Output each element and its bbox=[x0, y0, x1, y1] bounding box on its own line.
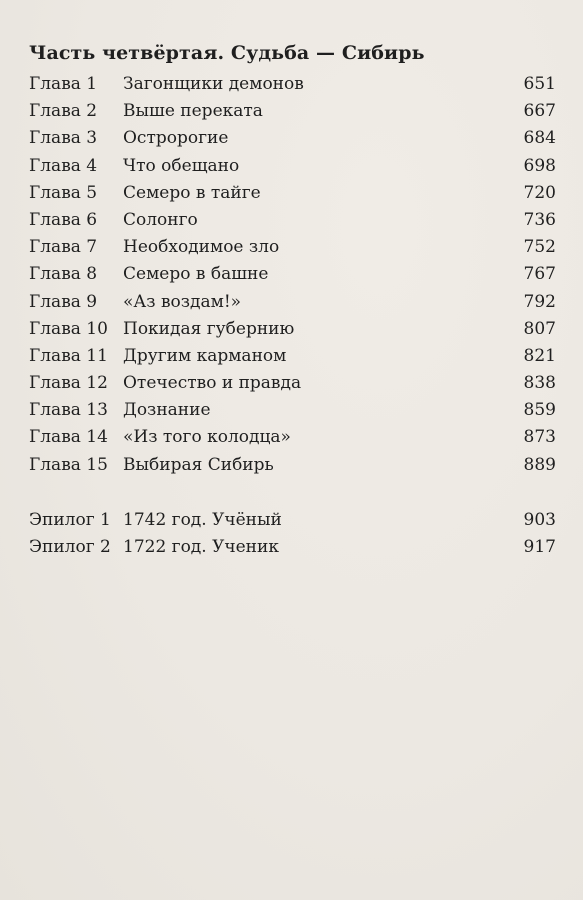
toc-row bbox=[29, 424, 556, 451]
chapter-label: Глава 1 bbox=[29, 74, 98, 94]
chapter-title: Необходимое зло bbox=[123, 237, 280, 258]
page-number: 684 bbox=[523, 128, 556, 149]
chapter-title: «Аз воздам!» bbox=[123, 291, 242, 312]
chapter-label: Глава 13 bbox=[29, 400, 108, 421]
chapter-label: Глава 9 bbox=[29, 291, 98, 312]
chapter-label: Глава 3 bbox=[29, 128, 98, 149]
chapter-title: Выбирая Сибирь bbox=[123, 454, 274, 475]
chapter-title: Покидая губернию bbox=[123, 318, 295, 339]
chapter-label: Глава 7 bbox=[29, 237, 98, 258]
chapter-label: Глава 8 bbox=[29, 264, 98, 285]
chapter-label: Глава 11 bbox=[29, 345, 108, 366]
chapter-title: Семеро в тайге bbox=[123, 182, 261, 203]
page-number: 698 bbox=[523, 155, 556, 176]
chapter-label: Глава 12 bbox=[29, 373, 108, 394]
toc-row bbox=[29, 316, 556, 343]
chapter-title: Отечество и правда bbox=[123, 373, 302, 394]
toc-row bbox=[29, 207, 556, 234]
chapter-title: Выше переката bbox=[123, 101, 263, 122]
chapter-label: Глава 4 bbox=[29, 155, 98, 176]
page-number: 838 bbox=[523, 373, 556, 394]
toc-row bbox=[29, 153, 556, 180]
page-number: 651 bbox=[523, 74, 556, 94]
chapter-title: Что обещано bbox=[123, 155, 240, 176]
page-number: 859 bbox=[523, 400, 556, 421]
chapter-label: Глава 5 bbox=[29, 182, 98, 203]
toc-row bbox=[29, 452, 556, 479]
page-number: 667 bbox=[523, 101, 556, 122]
page-number: 903 bbox=[523, 509, 556, 530]
toc-row bbox=[29, 261, 556, 288]
page-number: 736 bbox=[523, 209, 556, 230]
toc-row bbox=[29, 125, 556, 152]
toc-row bbox=[29, 71, 556, 98]
toc-row bbox=[29, 180, 556, 207]
epilogue-label: Эпилог 1 bbox=[29, 509, 111, 530]
chapter-title: Дознание bbox=[123, 400, 211, 421]
chapter-label: Глава 2 bbox=[29, 101, 98, 122]
epilogue-title: 1722 год. Ученик bbox=[123, 537, 279, 557]
chapter-title: Солонго bbox=[123, 209, 198, 230]
chapter-label: Глава 6 bbox=[29, 209, 98, 230]
page-number: 873 bbox=[523, 427, 556, 448]
chapter-title: Семеро в башне bbox=[123, 264, 269, 285]
toc-row-epilogue bbox=[29, 507, 556, 534]
chapter-label: Глава 14 bbox=[29, 427, 108, 448]
page-number: 767 bbox=[523, 264, 556, 285]
toc-row bbox=[29, 370, 556, 397]
toc-row bbox=[29, 397, 556, 424]
page-number: 889 bbox=[523, 454, 556, 475]
epilogue-label: Эпилог 2 bbox=[29, 537, 111, 557]
chapter-title: Другим карманом bbox=[123, 345, 287, 366]
page-number: 807 bbox=[523, 318, 556, 339]
toc-row bbox=[29, 98, 556, 125]
epilogue-title: 1742 год. Учёный bbox=[123, 509, 282, 530]
chapter-label: Глава 10 bbox=[29, 318, 108, 339]
toc-row bbox=[29, 343, 556, 370]
page-number: 821 bbox=[523, 345, 556, 366]
toc-row bbox=[29, 289, 556, 316]
chapter-title: Загонщики демонов bbox=[123, 74, 304, 94]
section-gap bbox=[29, 479, 556, 507]
page-number: 720 bbox=[523, 182, 556, 203]
page-number: 752 bbox=[523, 237, 556, 258]
table-of-contents bbox=[29, 71, 556, 561]
chapter-title: Остророгие bbox=[123, 128, 229, 149]
page-number: 792 bbox=[523, 291, 556, 312]
toc-row-epilogue bbox=[29, 534, 556, 561]
toc-row bbox=[29, 234, 556, 261]
chapter-label: Глава 15 bbox=[29, 454, 108, 475]
chapter-title: «Из того колодца» bbox=[123, 427, 291, 448]
page-number: 917 bbox=[523, 537, 556, 557]
part-title: Часть четвёртая. Судьба — Сибирь bbox=[29, 42, 425, 64]
